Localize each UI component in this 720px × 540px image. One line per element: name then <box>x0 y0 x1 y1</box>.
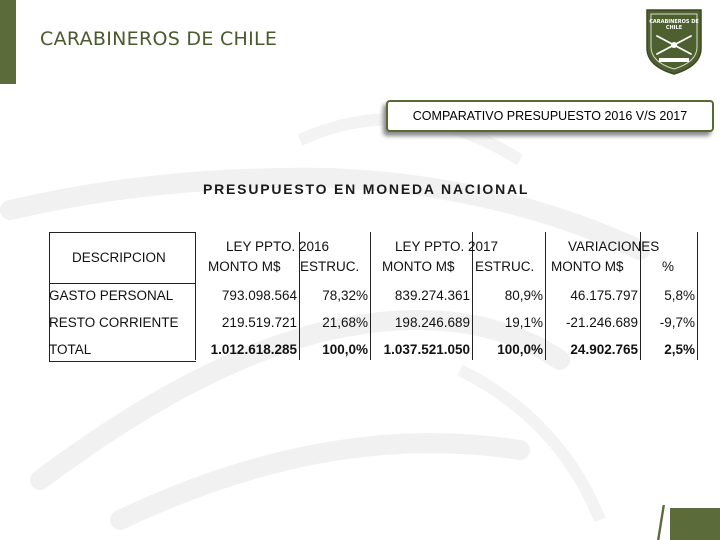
emblem-text-top: CARABINEROS DE <box>649 19 699 25</box>
left-accent-bar <box>0 0 16 84</box>
header-description: DESCRIPCION <box>72 250 166 265</box>
row-estruc-2017: 19,1% <box>504 315 543 330</box>
column-divider <box>195 232 196 360</box>
header-ley-2017: LEY PPTO. 2017 <box>395 239 499 254</box>
total-estruc-2016: 100,0% <box>322 342 368 357</box>
header-monto-2016: MONTO M$ <box>208 259 281 274</box>
header-estruc-2017: ESTRUC. <box>475 259 535 274</box>
org-title: CARABINEROS DE CHILE <box>40 28 278 50</box>
header-estruc-2016: ESTRUC. <box>300 259 360 274</box>
row-pct-var: -9,7% <box>659 315 695 330</box>
header-ley-2016: LEY PPTO. 2016 <box>226 239 330 254</box>
row-estruc-2016: 78,32% <box>322 288 368 303</box>
section-title: PRESUPUESTO EN MONEDA NACIONAL <box>203 181 530 197</box>
header-pct-var: % <box>662 259 675 274</box>
header-monto-2017: MONTO M$ <box>382 259 455 274</box>
row-estruc-2017: 80,9% <box>504 288 543 303</box>
header-monto-var: MONTO M$ <box>551 259 624 274</box>
emblem-text-bottom: CHILE <box>665 25 683 31</box>
row-estruc-2016: 21,68% <box>322 315 368 330</box>
row-label: RESTO CORRIENTE <box>49 315 179 330</box>
row-monto-var: -21.246.689 <box>565 315 638 330</box>
comparison-label: COMPARATIVO PRESUPUESTO 2016 V/S 2017 <box>412 109 688 123</box>
corner-accent-block <box>670 508 720 540</box>
total-monto-var: 24.902.765 <box>570 342 638 357</box>
row-monto-var: 46.175.797 <box>570 288 638 303</box>
table-divider <box>49 283 195 284</box>
row-pct-var: 5,8% <box>664 288 695 303</box>
header-variaciones: VARIACIONES <box>568 239 660 254</box>
column-divider <box>545 232 546 360</box>
row-monto-2016: 219.519.721 <box>221 315 297 330</box>
total-estruc-2017: 100,0% <box>497 342 543 357</box>
total-monto-2016: 1.012.618.285 <box>210 342 297 357</box>
comparison-label-box <box>386 100 714 132</box>
row-monto-2017: 198.246.689 <box>394 315 470 330</box>
row-monto-2016: 793.098.564 <box>221 288 297 303</box>
row-label-total: TOTAL <box>49 342 92 357</box>
row-label: GASTO PERSONAL <box>49 288 174 303</box>
column-divider <box>370 232 371 360</box>
total-monto-2017: 1.037.521.050 <box>383 342 470 357</box>
total-pct-var: 2,5% <box>664 342 695 357</box>
carabineros-emblem-icon <box>643 8 705 76</box>
column-divider <box>697 232 698 360</box>
row-monto-2017: 839.274.361 <box>394 288 470 303</box>
